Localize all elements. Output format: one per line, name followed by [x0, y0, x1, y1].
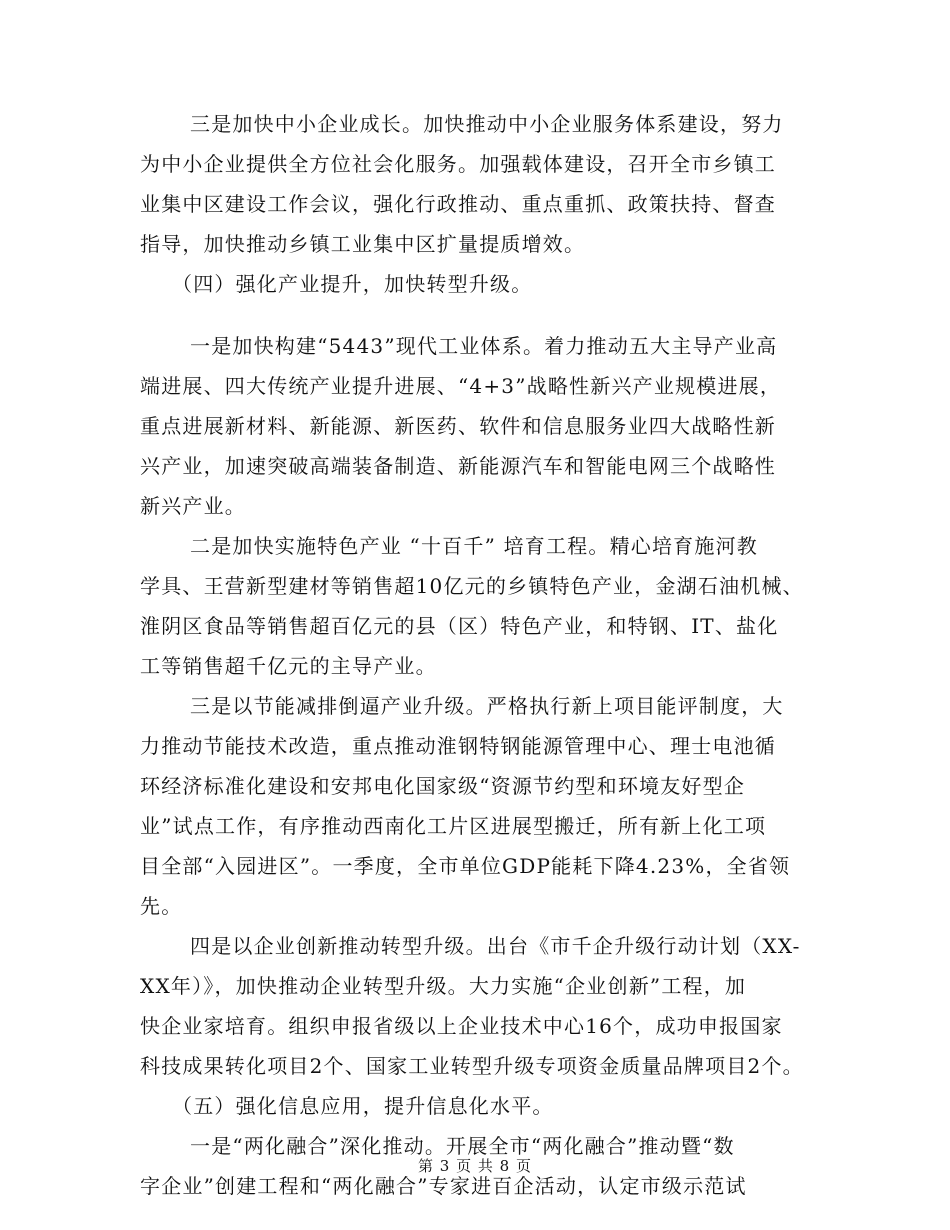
text-line: 一是加快构建“5443”现代工业体系。着力推动五大主导产业高	[190, 334, 778, 358]
text-line: 目全部“入园进区”。一季度，全市单位GDP能耗下降4.23%，全省领	[140, 854, 791, 878]
text-line: 四是以企业创新推动转型升级。出台《市千企升级行动计划（XX-	[190, 934, 801, 958]
text-line: 字企业”创建工程和“两化融合”专家进百企活动，认定市级示范试	[140, 1174, 747, 1198]
text-line: 一是“两化融合”深化推动。开展全市“两化融合”推动暨“数	[190, 1134, 735, 1158]
text-line: 重点进展新材料、新能源、新医药、软件和信息服务业四大战略性新	[140, 414, 776, 438]
text-line: 三是以节能减排倒逼产业升级。严格执行新上项目能评制度，大	[190, 694, 784, 718]
section-heading: （四）强化产业提升，加快转型升级。	[172, 272, 533, 296]
text-line: XX年）》，加快推动企业转型升级。大力实施“企业创新”工程，加	[140, 974, 747, 998]
text-line: 业集中区建设工作会议，强化行政推动、重点重抓、政策扶持、督查	[140, 192, 776, 216]
text-line: 力推动节能技术改造，重点推动淮钢特钢能源管理中心、理士电池循	[140, 734, 776, 758]
text-line: 环经济标准化建设和安邦电化国家级“资源节约型和环境友好型企	[140, 774, 746, 798]
page-number-footer: 第 3 页 共 8 页	[418, 1157, 532, 1175]
text-line: 新兴产业。	[140, 494, 246, 518]
text-line: 指导，加快推动乡镇工业集中区扩量提质增效。	[140, 232, 586, 256]
text-line: 学具、王营新型建材等销售超10亿元的乡镇特色产业，金湖石油机械、	[140, 574, 804, 598]
text-line: 为中小企业提供全方位社会化服务。加强载体建设，召开全市乡镇工	[140, 152, 776, 176]
text-line: 淮阴区食品等销售超百亿元的县（区）特色产业，和特钢、IT、盐化	[140, 614, 779, 638]
text-line: 工等销售超千亿元的主导产业。	[140, 654, 437, 678]
text-line: 二是加快实施特色产业 “十百千” 培育工程。精心培育施河教	[190, 534, 758, 558]
text-line: 快企业家培育。组织申报省级以上企业技术中心16个，成功申报国家	[140, 1014, 783, 1038]
text-line: 端进展、四大传统产业提升进展、“4+3”战略性新兴产业规模进展，	[140, 374, 782, 398]
text-line: 三是加快中小企业成长。加快推动中小企业服务体系建设，努力	[190, 112, 784, 136]
text-line: 先。	[140, 894, 183, 918]
text-line: 业”试点工作，有序推动西南化工片区进展型搬迁，所有新上化工项	[140, 814, 767, 838]
text-line: 兴产业，加速突破高端装备制造、新能源汽车和智能电网三个战略性	[140, 454, 776, 478]
text-line: 科技成果转化项目2个、国家工业转型升级专项资金质量品牌项目2个。	[140, 1054, 804, 1078]
section-heading: （五）强化信息应用，提升信息化水平。	[172, 1094, 554, 1118]
